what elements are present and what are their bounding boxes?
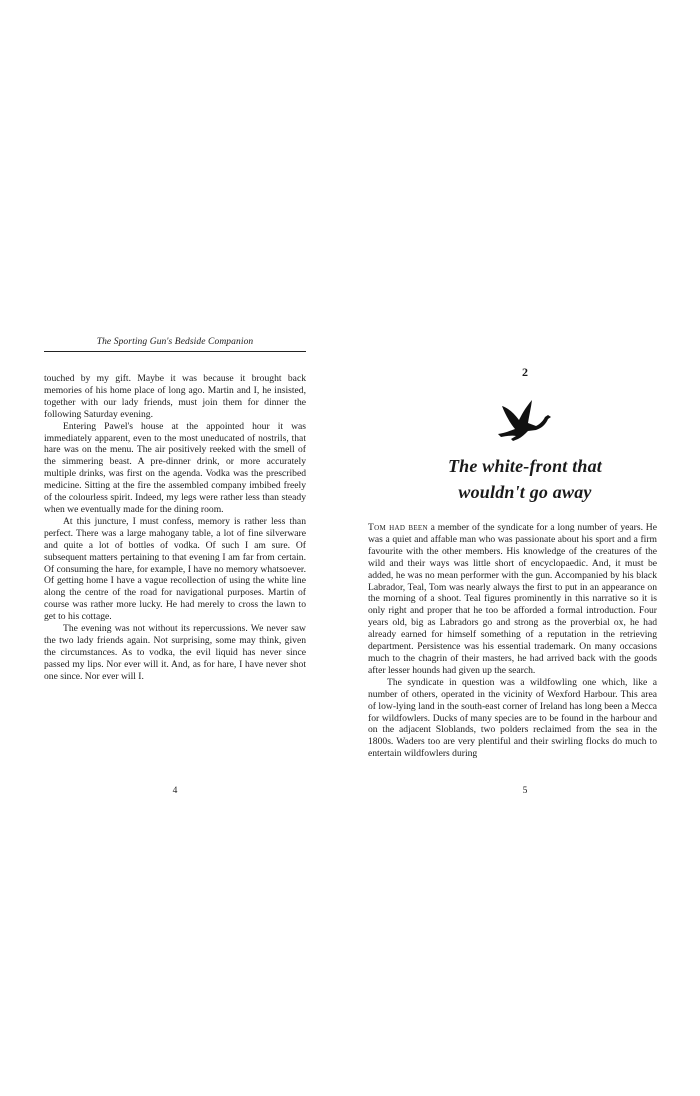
page-number: 4: [172, 786, 178, 796]
paragraph: The syndicate in question was a wildfowling one which, like a number of others, operated in the vicinity of Wexford Harbour. This area of low-lying land in the south-east corner of Ireland has long been a Mecca for wildfowlers. Ducks of many species are to be found in the harbour and on the adjacent Sloblands, two polders reclaimed from the sea in the 1800s. Waders too are very plentiful and their swirling flocks do much to entertain wildfowlers during: [368, 676, 657, 760]
paragraph-text: a member of the syndicate for a long number of years. He was a quiet and affable man who was passionate about his sport and a firm favourite with the other members. His knowledge of the creatures of the wild and their ways was little short of encyclopaedic. And, it must be added, he was no mean performer with the gun. Accompanied by his black Labrador, Teal, Tom was nearly always the first to put in an appearance on the morning of a shoot. Teal figures prominently in this narrative so it is only right and proper that he too be afforded a formal introduction. Four years old, big as Labradors go and strong as the proverbial ox, he had already earned for himself something of a reputation in the retrieving department. Persistence was his essential trademark. On many occasions much to the chagrin of their masters, he had arrived back with the goods after lesser hounds had given up the search.: [368, 522, 657, 676]
paragraph: touched by my gift. Maybe it was because it brought back memories of his home place of long ago. Martin and I, he insisted, together with our lady friends, must join them for dinner the following Saturday evening.: [44, 373, 306, 420]
paragraph: The evening was not without its repercussions. We never saw the two lady friends again. Not surprising, some may think, given the circumstances. As to vodka, the evil liquid has never since passed my lips. Nor ever will it. And, as for hare, I have never shot one since. Nor ever will I.: [44, 623, 306, 682]
chapter-title-line: wouldn't go away: [458, 482, 592, 502]
opening-words: Tom had been: [368, 522, 428, 533]
left-page-body: [44, 373, 306, 683]
chapter-title: [350, 453, 700, 505]
page-number: 5: [522, 786, 528, 796]
flying-goose-icon: [498, 398, 552, 442]
running-head: The Sporting Gun's Bedside Companion: [44, 337, 306, 352]
paragraph: Entering Pawel's house at the appointed hour it was immediately apparent, even to the most uneducated of nostrils, that hare was on the menu. The air positively reeked with the smell of the simmering beast. A pre-dinner drink, or more accurately multiple drinks, was first on the agenda. Vodka was the prescribed medicine. Sitting at the fire the assembled company imbibed freely of the colourless spirit. Indeed, my legs were rather less than steady when we eventually made for the dining room.: [44, 420, 306, 515]
right-page-body: [368, 522, 657, 760]
chapter-title-line: The white-front that: [447, 456, 603, 476]
chapter-number: 2: [522, 365, 528, 379]
paragraph: [368, 522, 657, 677]
right-page: [350, 0, 700, 1096]
paragraph: At this juncture, I must confess, memory is rather less than perfect. There was a large mahogany table, a lot of fine silverware and quite a lot of bottles of vodka. Of such I am sure. Of subsequent matters pertaining to that evening I am far from certain. Of consuming the hare, for example, I have no memory whatsoever. Of getting home I have a vague recollection of using the white line along the centre of the road for navigational purposes. Martin of course was rather more lucky. He had merely to cross the lawn to get to his cottage.: [44, 515, 306, 623]
